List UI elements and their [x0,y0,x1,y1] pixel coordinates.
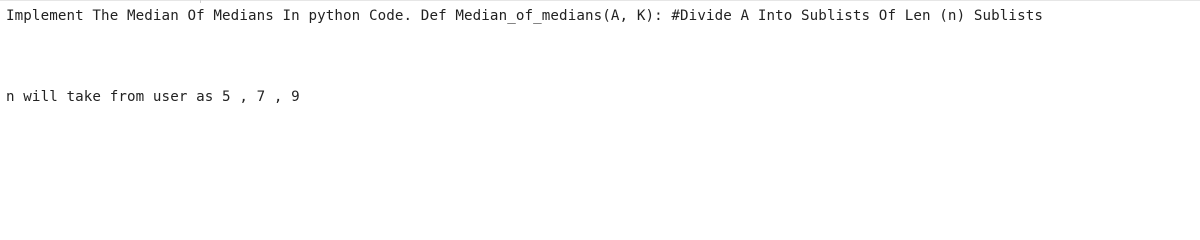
top-divider-tick [200,0,201,3]
question-text: Implement The Median Of Medians In python Code. Def Median_of_medians(A, K): #Divide A Into Sublists Of Len (n) Sublists [6,8,1043,24]
top-divider [0,0,1200,1]
input-note-text: n will take from user as 5 , 7 , 9 [6,89,300,105]
